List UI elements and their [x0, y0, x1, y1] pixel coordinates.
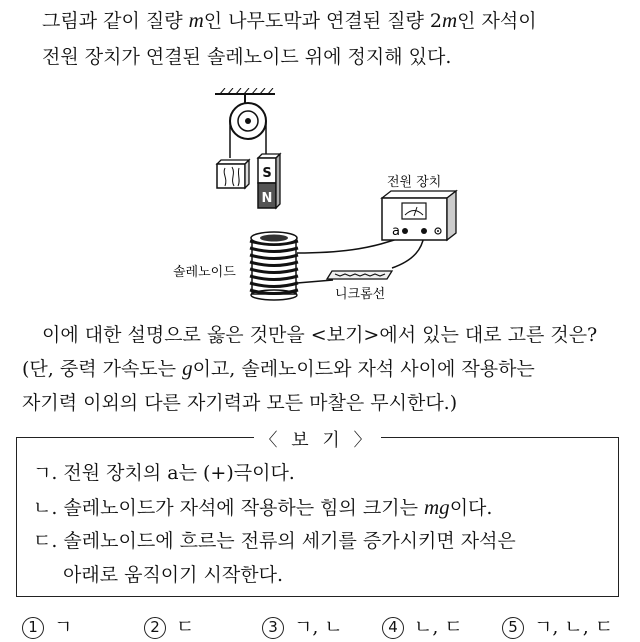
options-box-title: 〈 보 기 〉	[254, 430, 382, 451]
nichrome-label: 니크롬선	[335, 287, 386, 302]
option-item-3-line-2: 아래로 움직이기 시작한다.	[63, 564, 284, 586]
option-item-3-line-1: ㄷ. 솔레노이드에 흐르는 전류의 세기를 증가시키면 자석은	[33, 530, 516, 552]
mg-symbol: mg	[424, 495, 450, 519]
experiment-figure	[170, 88, 470, 308]
question-text-1b: 인 나무도막과 연결된 질량 2	[203, 10, 442, 32]
choice-3[interactable]	[262, 612, 343, 639]
prompt-text-2a: (단, 중력 가속도는	[22, 358, 183, 380]
question-line-1	[42, 6, 537, 33]
bar-magnet	[258, 154, 280, 208]
option-item-2-text-b: 이다.	[449, 497, 493, 519]
pole-n-label: N	[261, 191, 273, 206]
options-box	[16, 430, 619, 597]
option-item-2	[33, 493, 492, 520]
power-supply	[382, 191, 456, 240]
question-text-1c: 인 자석이	[457, 10, 537, 32]
wire-nichrome-to-power	[392, 236, 424, 268]
choice-2[interactable]	[144, 612, 194, 639]
solenoid	[250, 232, 298, 300]
choice-5[interactable]	[502, 612, 613, 639]
prompt-line-1	[42, 320, 597, 347]
choice-3-text: ㄱ, ㄴ	[294, 616, 343, 638]
option-item-2-text-a: ㄴ. 솔레노이드가 자석에 작용하는 힘의 크기는	[33, 497, 425, 519]
prompt-text-3: 자기력 이외의 다른 자기력과 모든 마찰은 무시한다.)	[22, 392, 458, 414]
prompt-line-2	[22, 354, 535, 381]
choice-1-number: 1	[22, 617, 44, 639]
choice-2-text: ㄷ	[176, 616, 195, 638]
pole-s-label: S	[262, 166, 272, 181]
choice-4-text: ㄴ, ㄷ	[414, 616, 463, 638]
choice-4[interactable]	[382, 612, 463, 639]
choice-1-text: ㄱ	[54, 616, 73, 638]
choice-5-text: ㄱ, ㄴ, ㄷ	[534, 616, 614, 638]
wire-to-nichrome	[297, 280, 333, 283]
prompt-text-1: 이에 대한 설명으로 옳은 것만을 <보기>에서 있는 대로 고른 것은?	[42, 324, 598, 346]
gravity-symbol: g	[182, 356, 193, 380]
solenoid-label: 솔레노이드	[173, 265, 236, 280]
question-text-1a: 그림과 같이 질량	[42, 10, 189, 32]
question-text-2: 전원 장치가 연결된 솔레노이드 위에 정지해 있다.	[42, 46, 452, 68]
option-item-1: ㄱ. 전원 장치의 a는 (+)극이다.	[33, 462, 295, 484]
power-supply-label: 전원 장치	[387, 175, 442, 190]
mass-symbol-2: m	[441, 8, 458, 32]
prompt-line-3	[22, 388, 457, 415]
question-line-2	[42, 42, 451, 69]
wooden-block	[217, 160, 249, 188]
choice-2-number: 2	[144, 617, 166, 639]
terminal-a-label: a	[392, 224, 400, 239]
pulley	[230, 103, 266, 139]
choice-5-number: 5	[502, 617, 524, 639]
mass-symbol: m	[188, 8, 204, 32]
choice-3-number: 3	[262, 617, 284, 639]
nichrome-wire	[327, 271, 392, 279]
prompt-text-2b: 이고, 솔레노이드와 자석 사이에 작용하는	[192, 358, 535, 380]
choice-4-number: 4	[382, 617, 404, 639]
choice-1[interactable]	[22, 612, 72, 639]
